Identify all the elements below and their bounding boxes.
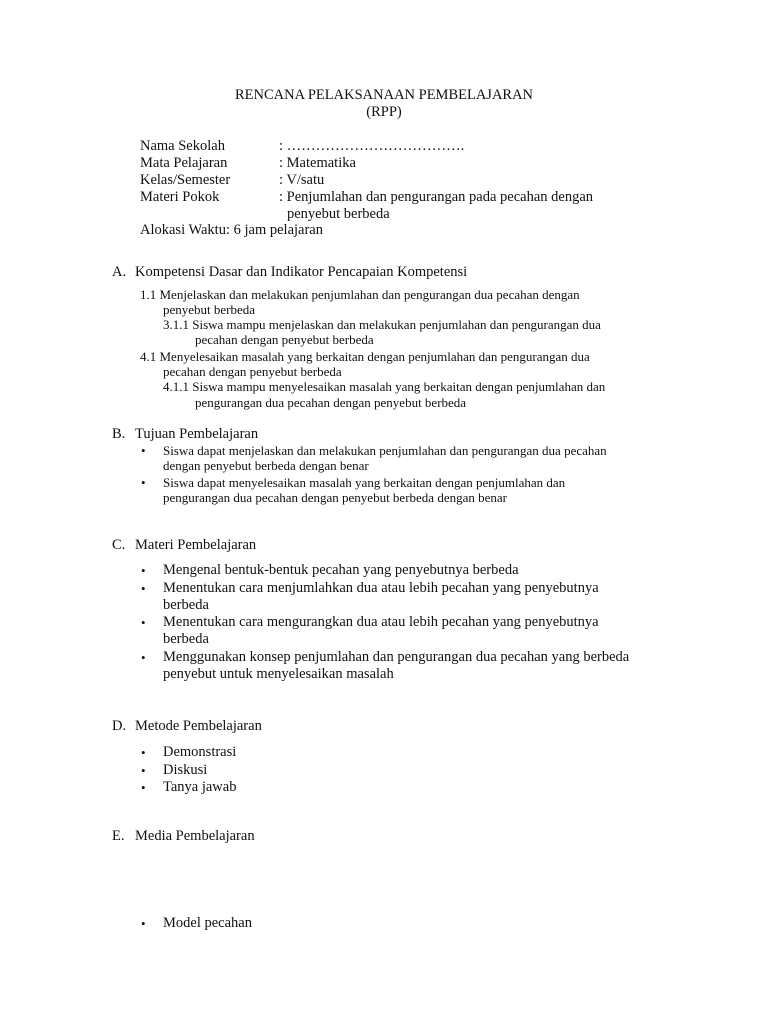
class-value: : V/satu [279, 172, 325, 188]
school-label: Nama Sekolah [140, 138, 225, 154]
bullet-icon: • [141, 563, 146, 578]
bullet-icon: • [141, 650, 146, 665]
section-d-marker: D. [112, 718, 127, 734]
material-3-text-continued: berbeda [163, 631, 209, 647]
objective-2-text-continued: pengurangan dua pecahan dengan penyebut berbeda dengan benar [163, 490, 507, 505]
section-a-marker: A. [112, 264, 127, 280]
section-d-heading: Metode Pembelajaran [135, 718, 262, 734]
objective-2-text: Siswa dapat menyelesaikan masalah yang berkaitan dengan penjumlahan dan [163, 475, 566, 490]
section-a-heading: Kompetensi Dasar dan Indikator Pencapaian Kompetensi [135, 264, 468, 280]
indicator-2-text: 4.1.1 Siswa mampu menyelesaikan masalah yang berkaitan dengan penjumlahan dan [163, 379, 606, 394]
kd-1-text-continued: penyebut berbeda [163, 302, 256, 317]
bullet-icon: • [141, 745, 146, 760]
material-4-text: Menggunakan konsep penjumlahan dan pengurangan dua pecahan yang berbeda [163, 649, 630, 665]
material-4-text-continued: penyebut untuk menyelesaikan masalah [163, 666, 394, 682]
section-c-marker: C. [112, 537, 126, 553]
bullet-icon: • [141, 581, 146, 596]
document-title: RENCANA PELAKSANAAN PEMBELAJARAN [234, 87, 534, 103]
material-2-text-continued: berbeda [163, 597, 209, 613]
bullet-icon: • [141, 763, 146, 778]
media-1-text: Model pecahan [163, 915, 252, 931]
document-subtitle: (RPP) [366, 104, 402, 120]
bullet-icon: • [141, 475, 146, 490]
indicator-1-text: 3.1.1 Siswa mampu menjelaskan dan melakukan penjumlahan dan pengurangan dua [163, 317, 601, 332]
topic-label: Materi Pokok [140, 189, 220, 205]
material-1-text: Mengenal bentuk-bentuk pecahan yang penyebutnya berbeda [163, 562, 519, 578]
section-c-heading: Materi Pembelajaran [135, 537, 257, 553]
section-e-marker: E. [112, 828, 125, 844]
objective-1-text: Siswa dapat menjelaskan dan melakukan penjumlahan dan pengurangan dua pecahan [163, 443, 607, 458]
kd-2-text-continued: pecahan dengan penyebut berbeda [163, 364, 342, 379]
section-e-heading: Media Pembelajaran [135, 828, 255, 844]
bullet-icon: • [141, 615, 146, 630]
bullet-icon: • [141, 780, 146, 795]
school-value: : ………………………………. [279, 138, 465, 154]
bullet-icon: • [141, 916, 146, 931]
method-3-text: Tanya jawab [163, 779, 237, 795]
bullet-icon: • [141, 443, 146, 458]
kd-1-text: 1.1 Menjelaskan dan melakukan penjumlahan dan pengurangan dua pecahan dengan [140, 287, 580, 302]
section-b-heading: Tujuan Pembelajaran [135, 426, 259, 442]
class-label: Kelas/Semester [140, 172, 231, 188]
indicator-1-text-continued: pecahan dengan penyebut berbeda [195, 332, 374, 347]
indicator-2-text-continued: pengurangan dua pecahan dengan penyebut berbeda [195, 395, 467, 410]
method-1-text: Demonstrasi [163, 744, 237, 760]
topic-value: : Penjumlahan dan pengurangan pada pecahan dengan [279, 189, 594, 205]
subject-value: : Matematika [279, 155, 356, 171]
method-2-text: Diskusi [163, 762, 208, 778]
subject-label: Mata Pelajaran [140, 155, 228, 171]
section-b-marker: B. [112, 426, 126, 442]
material-3-text: Menentukan cara mengurangkan dua atau lebih pecahan yang penyebutnya [163, 614, 599, 630]
material-2-text: Menentukan cara menjumlahkan dua atau lebih pecahan yang penyebutnya [163, 580, 599, 596]
topic-value-continued: penyebut berbeda [287, 206, 390, 222]
kd-2-text: 4.1 Menyelesaikan masalah yang berkaitan dengan penjumlahan dan pengurangan dua [140, 349, 590, 364]
objective-1-text-continued: dengan penyebut berbeda dengan benar [163, 458, 369, 473]
time-allocation: Alokasi Waktu: 6 jam pelajaran [140, 222, 323, 238]
